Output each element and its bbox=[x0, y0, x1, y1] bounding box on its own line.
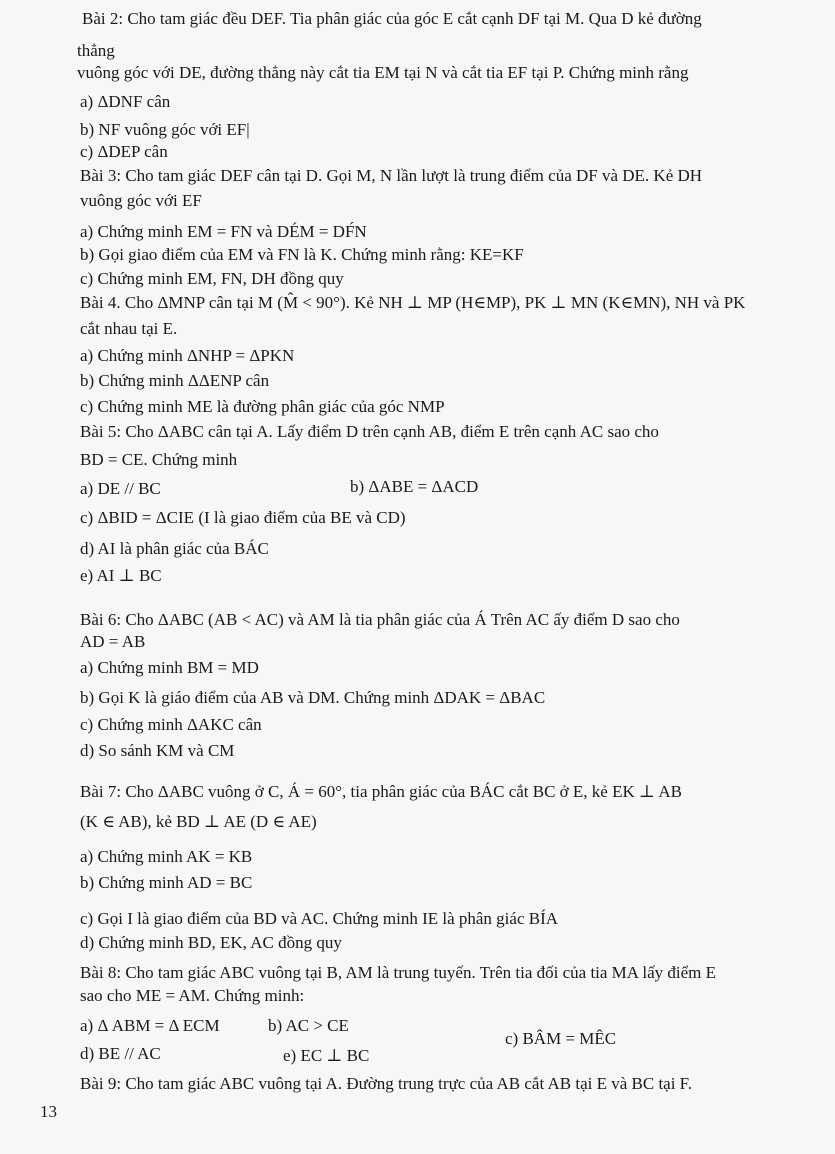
text-line: b) Gọi giao điểm của EM và FN là K. Chứng minh rằng: KE=KF bbox=[80, 245, 524, 264]
text-line: AD = AB bbox=[80, 632, 146, 651]
text-line: c) ΔBID = ΔCIE (I là giao điểm của BE và CD) bbox=[80, 508, 406, 527]
text-line: sao cho ME = AM. Chứng minh: bbox=[80, 986, 305, 1005]
text-line: a) ΔDNF cân bbox=[80, 92, 171, 111]
text-line: c) Chứng minh EM, FN, DH đồng quy bbox=[80, 269, 344, 288]
text-line: d) BE // AC bbox=[80, 1044, 161, 1063]
text-line: b) Chứng minh ΔΔENP cân bbox=[80, 371, 270, 390]
text-line: d) AI là phân giác của BÁC bbox=[80, 539, 269, 558]
text-line: (K ∈ AB), kẻ BD ⊥ AE (D ∈ AE) bbox=[80, 812, 317, 831]
text-line: c) Chứng minh ME là đường phân giác của góc NMP bbox=[80, 397, 445, 416]
text-line: b) ΔABE = ΔACD bbox=[350, 477, 479, 496]
text-line: a) DE // BC bbox=[80, 479, 161, 498]
page-number: 13 bbox=[40, 1102, 57, 1121]
text-line: Bài 6: Cho ΔABC (AB < AC) và AM là tia phân giác của Á Trên AC ấy điểm D sao cho bbox=[80, 610, 680, 629]
text-line: Bài 7: Cho ΔABC vuông ở C, Á = 60°, tia phân giác của BÁC cắt BC ở E, kẻ EK ⊥ AB bbox=[80, 782, 682, 801]
text-line: c) BÂM = MÊC bbox=[505, 1029, 617, 1048]
text-line: e) AI ⊥ BC bbox=[80, 566, 162, 585]
text-line: a) Chứng minh ΔNHP = ΔPKN bbox=[80, 346, 295, 365]
text-line: b) Chứng minh AD = BC bbox=[80, 873, 253, 892]
text-line: b) NF vuông góc với EF| bbox=[80, 120, 250, 139]
text-line: b) AC > CE bbox=[268, 1016, 349, 1035]
text-line: a) Δ ABM = Δ ECM bbox=[80, 1016, 220, 1035]
text-line: e) EC ⊥ BC bbox=[283, 1046, 370, 1065]
text-line: Bài 5: Cho ΔABC cân tại A. Lấy điểm D trên cạnh AB, điểm E trên cạnh AC sao cho bbox=[80, 422, 659, 441]
text-line: Bài 4. Cho ΔMNP cân tại M (M̂ < 90°). Kẻ NH ⊥ MP (H∈MP), PK ⊥ MN (K∈MN), NH và PK bbox=[80, 293, 746, 312]
text-line: c) ΔDEP cân bbox=[80, 142, 168, 161]
text-line: c) Gọi I là giao điểm của BD và AC. Chứng minh IE là phân giác BÍA bbox=[80, 909, 559, 928]
text-line: c) Chứng minh ΔAKC cân bbox=[80, 715, 262, 734]
text-line: Bài 3: Cho tam giác DEF cân tại D. Gọi M, N lần lượt là trung điểm của DF và DE. Kẻ DH bbox=[80, 166, 703, 185]
text-line: Bài 9: Cho tam giác ABC vuông tại A. Đường trung trực của AB cắt AB tại E và BC tại F. bbox=[80, 1074, 693, 1093]
text-line: a) Chứng minh AK = KB bbox=[80, 847, 253, 866]
text-line: Bài 8: Cho tam giác ABC vuông tại B, AM là trung tuyến. Trên tia đối của tia MA lấy điểm E bbox=[80, 963, 717, 982]
text-line: d) Chứng minh BD, EK, AC đồng quy bbox=[80, 933, 342, 952]
text-line: b) Gọi K là giáo điểm của AB và DM. Chứng minh ΔDAK = ΔBAC bbox=[80, 688, 546, 707]
text-line: BD = CE. Chứng minh bbox=[80, 450, 238, 469]
text-line: vuông góc với DE, đường thẳng này cắt tia EM tại N và cắt tia EF tại P. Chứng minh rằng bbox=[77, 63, 689, 82]
text-line: cắt nhau tại E. bbox=[80, 319, 178, 338]
text-line: Bài 2: Cho tam giác đều DEF. Tia phân giác của góc E cắt cạnh DF tại M. Qua D kẻ đường bbox=[82, 9, 702, 28]
text-line: a) Chứng minh EM = FN và DÉM = DF́N bbox=[80, 222, 367, 241]
text-line: vuông góc với EF bbox=[80, 191, 202, 210]
text-line: thẳng bbox=[77, 41, 115, 60]
text-line: d) So sánh KM và CM bbox=[80, 741, 235, 760]
text-line: a) Chứng minh BM = MD bbox=[80, 658, 259, 677]
